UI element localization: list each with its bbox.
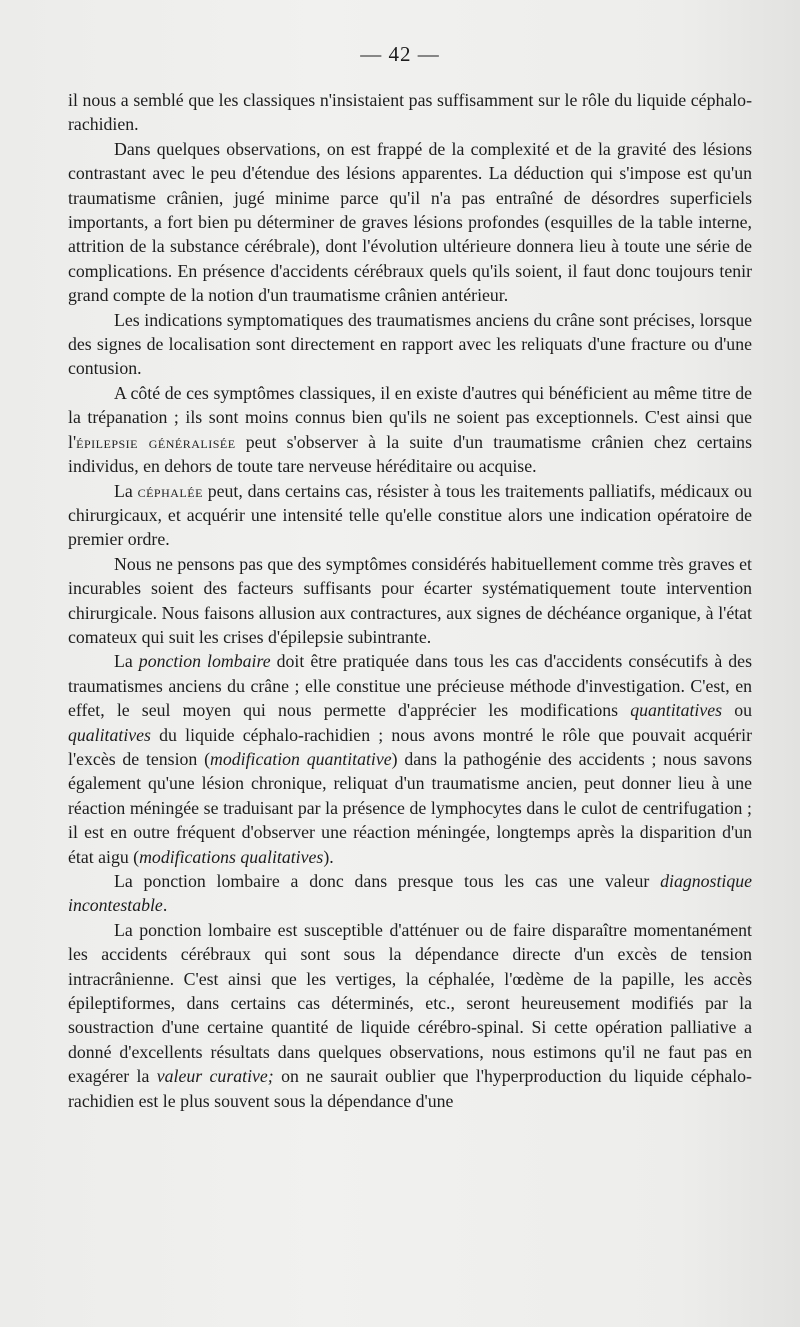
italic-run: modifications qualitatives xyxy=(139,846,324,867)
paragraph xyxy=(68,918,752,1113)
text-run: La ponction lombaire est susceptible d'atténuer ou de faire disparaître momentanément les accidents cérébraux qui sont sous la dépendance directe d'un excès de tension intracrânienne. C'est ainsi que les vertiges, la céphalée, l'œdème de la papille, les accès épileptiformes, dans certains cas déterminés, etc., seront heureusement modifiés par la soustraction d'une certaine quantité de liquide cérébro-spinal. Si cette opération palliative a donné d'excellents résultats dans quelques observations, nous estimons qu'il ne faut pas en exagérer la xyxy=(68,919,752,1087)
paragraph xyxy=(68,869,752,918)
italic-run: modification quantitative xyxy=(210,748,392,769)
text-run: Les indications symptomatiques des traumatismes anciens du crâne sont précises, lorsque des signes de localisation sont directement en rapport avec les reliquats d'une fracture ou d'une contusion. xyxy=(68,309,752,379)
page-number: — 42 — xyxy=(360,42,440,66)
text-run: du liquide céphalo-rachidien ; nous avons montré le rôle que pouvait acquérir l'excès de tension ( xyxy=(68,724,752,769)
italic-run: qualitatives xyxy=(68,724,151,745)
text-run: il nous a semblé que les classiques n'insistaient pas suffisamment sur le rôle du liquide céphalo-rachidien. xyxy=(68,90,752,135)
paragraph xyxy=(68,88,752,137)
paragraph xyxy=(68,308,752,381)
text-run: La ponction lombaire a donc dans presque tous les cas une valeur xyxy=(114,871,661,891)
body-text xyxy=(68,88,752,1113)
text-run: doit être pratiquée dans tous les cas d'accidents consécutifs à des traumatismes anciens du crâne ; elle constitue une précieuse méthode d'investigation. C'est, en effet, le seul moyen qui nous permette d'apprécier les modifications xyxy=(68,651,752,721)
text-run: A côté de ces symptômes classiques, il en existe d'autres qui bénéficient au même titre de la trépanation ; ils sont moins connus bien qu'ils ne soient pas exceptionnels. C'est ainsi que l' xyxy=(68,382,752,452)
italic-run: diagnostique incontestable xyxy=(68,871,752,916)
text-run: peut s'observer à la suite d'un traumatisme crânien chez certains individus, en dehors de toute tare nerveuse héréditaire ou acquise. xyxy=(68,431,752,477)
text-run: on ne saurait oublier que l'hyperproduction du liquide céphalo-rachidien est le plus souvent sous la dépendance d'une xyxy=(68,1066,752,1111)
text-run: La xyxy=(114,480,138,501)
text-run: Dans quelques observations, on est frappé de la complexité et de la gravité des lésions contrastant avec le peu d'étendue des lésions apparentes. La déduction qui s'impose est qu'un traumatisme crânien, jugé minime parce qu'il n'a pas entraîné de désordres superficiels importants, a fort bien pu déterminer de graves lésions profondes (esquilles de la table interne, attrition de la substance cérébrale), dont l'évolution ultérieure donnera lieu à toute une série de complications. En présence d'accidents cérébraux quels qu'ils soient, il faut donc toujours tenir grand compte de la notion d'un traumatisme crânien antérieur. xyxy=(68,138,752,306)
small-caps-run: épilepsie généralisée xyxy=(76,431,236,452)
italic-run: valeur curative; xyxy=(156,1066,274,1087)
paragraph xyxy=(68,381,752,479)
text-run: ). xyxy=(323,846,334,867)
paragraph xyxy=(68,479,752,552)
small-caps-run: céphalée xyxy=(137,480,203,501)
italic-run: quantitatives xyxy=(630,700,723,721)
italic-run: ponction lombaire xyxy=(138,651,271,672)
text-run: La xyxy=(114,651,139,672)
text-run: Nous ne pensons pas que des symptômes considérés habituellement comme très graves et incurables soient des facteurs suffisants pour écarter systématiquement toute intervention chirurgicale. Nous faisons allusion aux contractures, aux signes de déchéance organique, à l'état comateux qui suit les crises d'épilepsie subintrante. xyxy=(68,553,752,647)
paragraph xyxy=(68,649,752,869)
paragraph xyxy=(68,137,752,308)
text-run: ou xyxy=(722,700,752,721)
paragraph xyxy=(68,552,752,650)
text-run: ) dans la pathogénie des accidents ; nous savons également qu'une lésion chronique, reliquat d'un traumatisme ancien, peut donner lieu à une réaction méningée se traduisant par la présence de lymphocytes dans le culot de centrifugation ; il est en outre fréquent d'observer une réaction méningée, longtemps après la disparition d'un état aigu ( xyxy=(68,748,752,867)
text-run: . xyxy=(162,895,168,916)
text-run: peut, dans certains cas, résister à tous les traitements palliatifs, médicaux ou chirurgicaux, et acquérir une intensité telle qu'elle constitue alors une indication opératoire de premier ordre. xyxy=(68,480,752,550)
